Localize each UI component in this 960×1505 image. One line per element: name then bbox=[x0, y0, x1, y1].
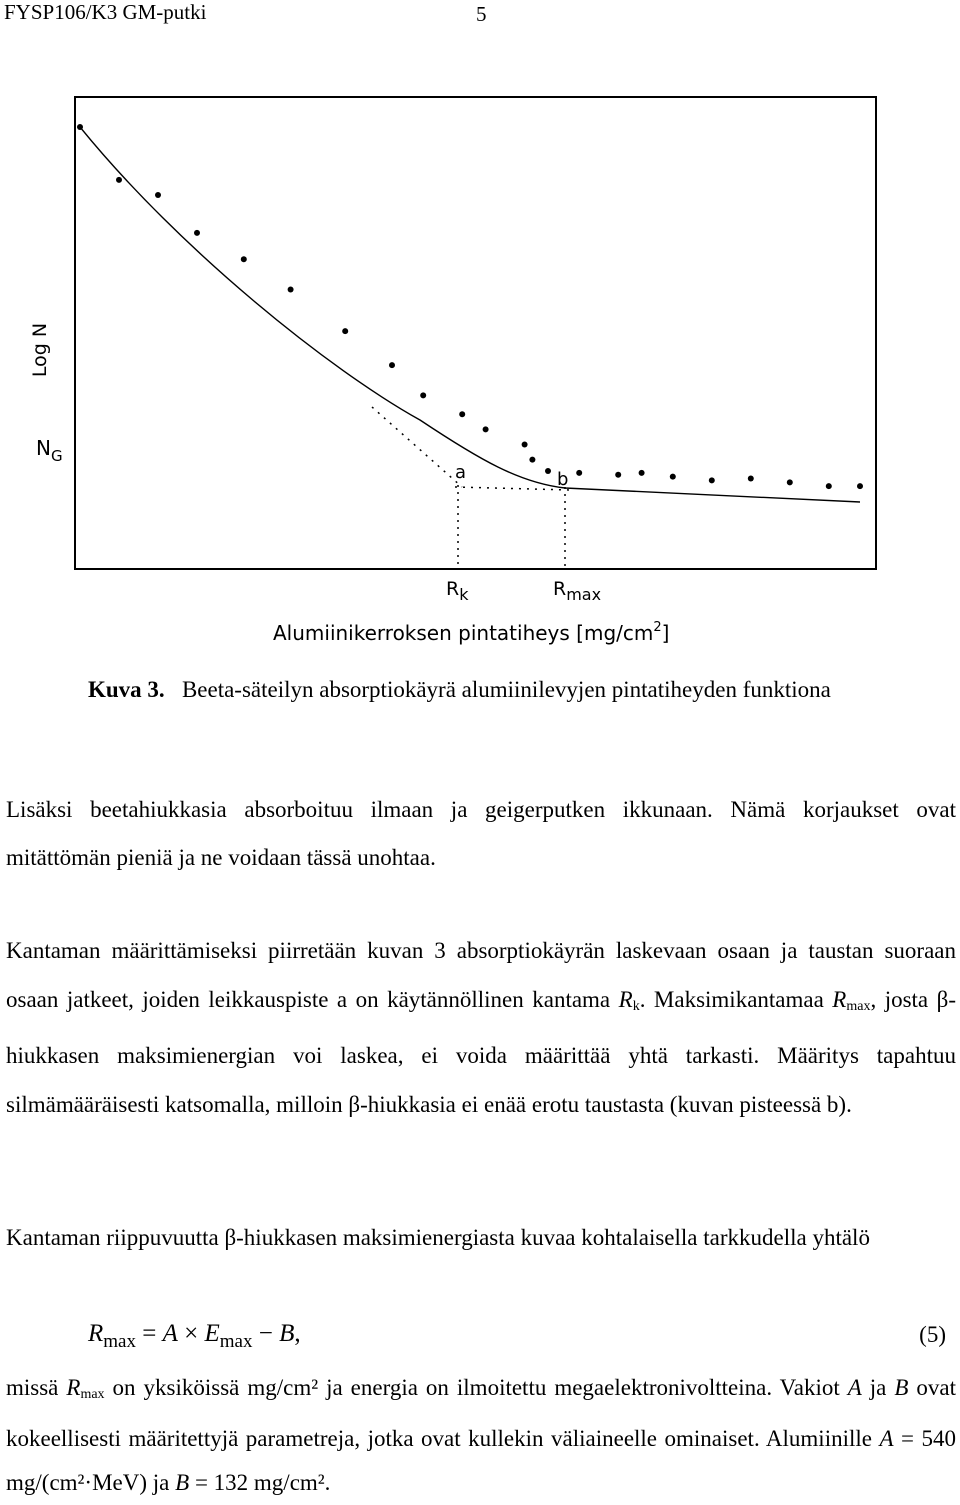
absorption-curve bbox=[80, 127, 860, 502]
paragraph-constants: missä $R_{max}$ on yksiköissä mg/cm² ja energia on ilmoitettu megaelektronivoltteina. Vakiot A ja B ovat kokeellisesti määritettyjä parametreja, jotka ovat kullekin väliaineelle ominaiset. Alumiinille A = 540 mg/(cm²·MeV) ja B = 132 mg/cm². bbox=[6, 1375, 957, 1495]
data-point bbox=[194, 230, 200, 236]
equation-body: $R_{max} = A \times E_{max} - B$, bbox=[88, 1320, 301, 1352]
x-axis-label: Alumiinikerroksen pintatiheys $[mg/cm^2]$ bbox=[273, 620, 670, 645]
caption-text: Beeta-säteilyn absorptiokäyrä alumiinilevyjen pintatiheyden funktiona bbox=[181, 677, 831, 702]
data-point bbox=[522, 442, 528, 448]
paragraph-corrections: Lisäksi beetahiukkasia absorboituu ilmaan ja geigerputken ikkunaan. Nämä korjaukset ovat mitättömän pieniä ja ne voidaan tässä unohtaa. bbox=[6, 797, 956, 870]
plot-frame bbox=[75, 97, 876, 569]
y-axis-label: Log N bbox=[29, 322, 51, 378]
rk-label: $R_k$ bbox=[446, 578, 469, 604]
data-point bbox=[155, 192, 161, 198]
paragraph-range: Kantaman määrittämiseksi piirretään kuvan 3 absorptiokäyrän laskevaan osaan ja taustan suoraan osaan jatkeet, joiden leikkauspiste a on käytännöllinen kantama $R_k$. Maksimikantamaa $R_{max}$, josta β-hiukkasen maksimienergian voi laskea, ei voida määrittää yhtä tarkasti. Määritys tapahtuu silmämääräisesti katsomalla, milloin β-hiukkasia ei enää erotu taustasta (kuvan pisteessä b). bbox=[6, 938, 956, 1117]
absorption-figure bbox=[0, 85, 960, 655]
data-point bbox=[576, 470, 582, 476]
data-point bbox=[826, 483, 832, 489]
data-point bbox=[288, 287, 294, 293]
data-point bbox=[459, 411, 465, 417]
data-point bbox=[639, 470, 645, 476]
ng-label: $N_G$ bbox=[36, 436, 63, 465]
absorption-chart bbox=[0, 85, 960, 655]
page-header bbox=[4, 0, 960, 32]
point-a-label: a bbox=[455, 462, 467, 483]
figure-caption bbox=[88, 666, 954, 714]
data-point bbox=[342, 328, 348, 334]
point-b-label: b bbox=[557, 469, 569, 490]
paragraph-dependence: Kantaman riippuvuutta β-hiukkasen maksimienergiasta kuvaa kohtalaisella tarkkudella yhtälö bbox=[6, 1225, 870, 1250]
data-point bbox=[529, 457, 535, 463]
page-number: 5 bbox=[476, 2, 487, 26]
data-point bbox=[116, 177, 122, 183]
data-point bbox=[483, 426, 489, 432]
data-points bbox=[77, 124, 863, 489]
data-point bbox=[77, 124, 83, 130]
data-point bbox=[670, 474, 676, 480]
data-point bbox=[709, 477, 715, 483]
course-title: FYSP106/K3 GM-putki bbox=[4, 0, 207, 24]
background-extension bbox=[455, 487, 570, 490]
equation-number: (5) bbox=[919, 1322, 946, 1347]
data-point bbox=[545, 468, 551, 474]
data-point bbox=[420, 392, 426, 398]
equation-5 bbox=[88, 1314, 946, 1358]
data-point bbox=[389, 362, 395, 368]
rmax-label: $R_{max}$ bbox=[553, 578, 602, 604]
data-point bbox=[615, 472, 621, 478]
caption-lead: Kuva 3. bbox=[88, 677, 165, 702]
data-point bbox=[241, 256, 247, 262]
data-point bbox=[857, 483, 863, 489]
data-point bbox=[787, 479, 793, 485]
data-point bbox=[748, 476, 754, 482]
